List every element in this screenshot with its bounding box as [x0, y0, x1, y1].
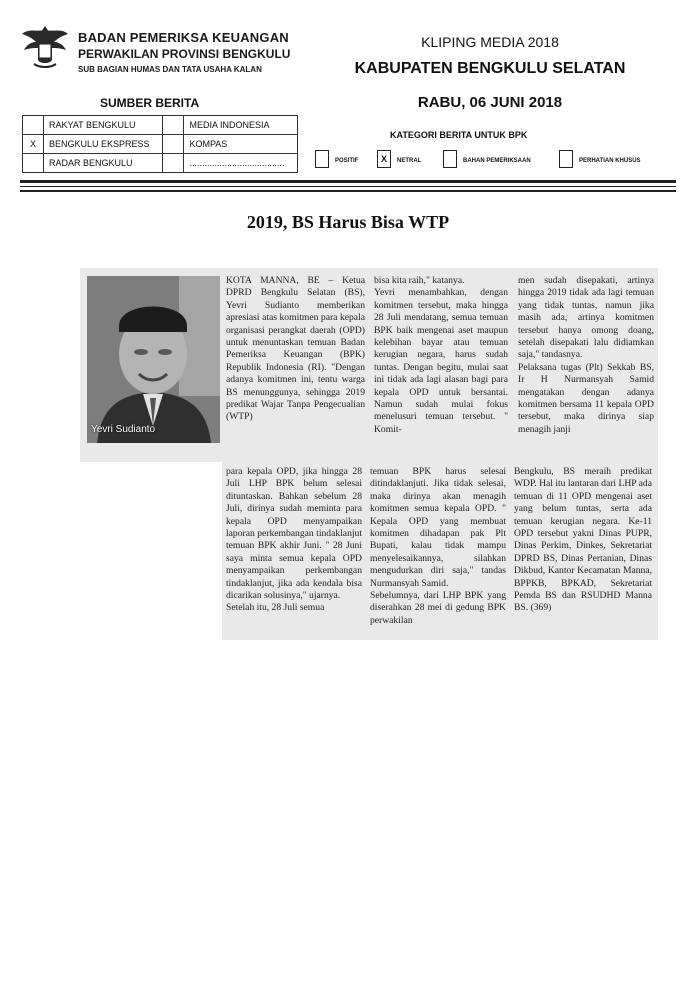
category-label: NETRAL [397, 158, 422, 164]
source-mark [23, 154, 44, 173]
portrait-image [87, 276, 220, 443]
article-column-2: bisa kita raih," katanya. Yevri menambahkan, dengan komitmen tersebut, maka hingga 28 Juli mendatang, semua temuan BPK baik mengenai aset maupun kelebihan bayar atau temuan kerugian negara, harus sudah tuntas. Dengan begitu, mulai saat ini tidak ada lagi alasan bagi para kepala OPD untuk bersantai. Namun sudah mulai fokus menelusuri temuan tersebut. " Komit- [374, 275, 508, 435]
photo-caption: Yevri Sudianto [91, 424, 156, 435]
source-mark: X [23, 135, 44, 154]
org-subdivision: SUB BAGIAN HUMAS DAN TATA USAHA KALAN [78, 65, 262, 74]
header-divider [20, 190, 676, 192]
category-title: KATEGORI BERITA UNTUK BPK [390, 130, 528, 140]
source-row [23, 116, 298, 135]
article-column-5: temuan BPK harus selesai ditindaklanjuti. Jika tidak selesai, maka dirinya akan menagih komitmen semua kepala OPD. " Kepala OPD yang membuat komitmen dihadapan pak Plt Bupati, kalau tidak mampu menyelesaikannya, silahkan mengudurkan diri saja," tandas Nurmansyah Samid. Sebelumnya, dari LHP BPK yang diserahkan 28 mei di gedung BPK perwakilan [370, 466, 506, 626]
header-divider [20, 180, 676, 183]
source-name: MEDIA INDONESIA [184, 116, 298, 135]
category-checkbox [559, 150, 573, 168]
category-checkbox [315, 150, 329, 168]
source-row [23, 154, 298, 173]
article-column-1: KOTA MANNA, BE – Ketua DPRD Bengkulu Selatan (BS), Yevri Sudianto memberikan apresiasi atas komitmen para kepala organisasi perangkat daerah (OPD) untuk menuntaskan temuan Badan Pemeriksa Keuangan (BPK) Republik Indonesia (RI). "Dengan adanya komitmen ini, tentu warga BS menunggunya, sehingga 2019 predikat Wajar Tanpa Pengecualian (WTP) [226, 275, 365, 423]
garuda-emblem-icon [20, 20, 70, 72]
category-label: BAHAN PEMERIKSAAN [463, 158, 531, 164]
article-column-4: para kepala OPD, jika hingga 28 Juli LHP BPK belum selesai dituntaskan. Bahkan sebelum 28 Juli, dirinya sudah meminta para kepala OPD menyampaikan laporan perkembangan tindaklanjut temuan BPK akhir Juni. " 28 Juni saya minta semua kepala OPD menyampaikan perkembangan tindaklanjut, jika ada kendala bisa dicarikan solusinya," ujarnya. Setelah itu, 28 Juli semua [226, 466, 362, 614]
source-name: RADAR BENGKULU [44, 154, 163, 173]
sources-table [22, 115, 298, 173]
source-name: BENGKULU EKSPRESS [44, 135, 163, 154]
date-title: RABU, 06 JUNI 2018 [417, 94, 563, 111]
category-label: PERHATIAN KHUSUS [579, 158, 641, 164]
source-mark [163, 135, 184, 154]
article-column-6: Bengkulu, BS meraih predikat WDP. Hal itu lantaran dari LHP ada temuan di 11 OPD mengenai aset yang belum tuntas, serta ada temuan kerugian negara. Ke-11 OPD tersebut yakni Dinas PUPR, Dinas Perkim, Dinkes, Sekretariat DPRD BS, Dinas Pertanian, Dinas Dikbud, Kantor Kecamatan Manna, BPPKB, BPKAD, Sekretariat Pemda BS dan RSUDHD Manna BS. (369) [514, 466, 652, 614]
organization-block [78, 30, 290, 74]
source-mark [163, 116, 184, 135]
source-name: KOMPAS [184, 135, 298, 154]
org-name: BADAN PEMERIKSA KEUANGAN [78, 30, 289, 45]
kabupaten-title: KABUPATEN BENGKULU SELATAN [354, 60, 626, 77]
source-mark [23, 116, 44, 135]
category-checkbox: X [377, 150, 391, 168]
source-name: RAKYAT BENGKULU [44, 116, 163, 135]
source-name: ...................................... [184, 154, 298, 173]
source-row [23, 135, 298, 154]
article-column-3: men sudah disepakati, artinya hingga 2019 tidak ada lagi temuan yang tidak tuntas, namun jika masih ada, artinya komitmen tersebut hanya omong doang, setelah disepakati lalu didiamkan saja," tandasnya. Pelaksana tugas (Plt) Sekkab BS, Ir H Nurmansyah Samid mengatakan dengan adanya komitmen bersama 11 kepala OPD tersebut, maka dirinya siap menagih janji [518, 275, 654, 435]
category-checkbox [443, 150, 457, 168]
sources-title: SUMBER BERITA [100, 96, 200, 110]
kliping-title: KLIPING MEDIA 2018 [421, 34, 559, 50]
article-headline: 2019, BS Harus Bisa WTP [246, 212, 450, 232]
header-divider [20, 186, 676, 187]
article-photo [87, 276, 220, 443]
category-label: POSITIF [335, 158, 359, 164]
source-mark [163, 154, 184, 173]
org-branch: PERWAKILAN PROVINSI BENGKULU [78, 47, 291, 61]
